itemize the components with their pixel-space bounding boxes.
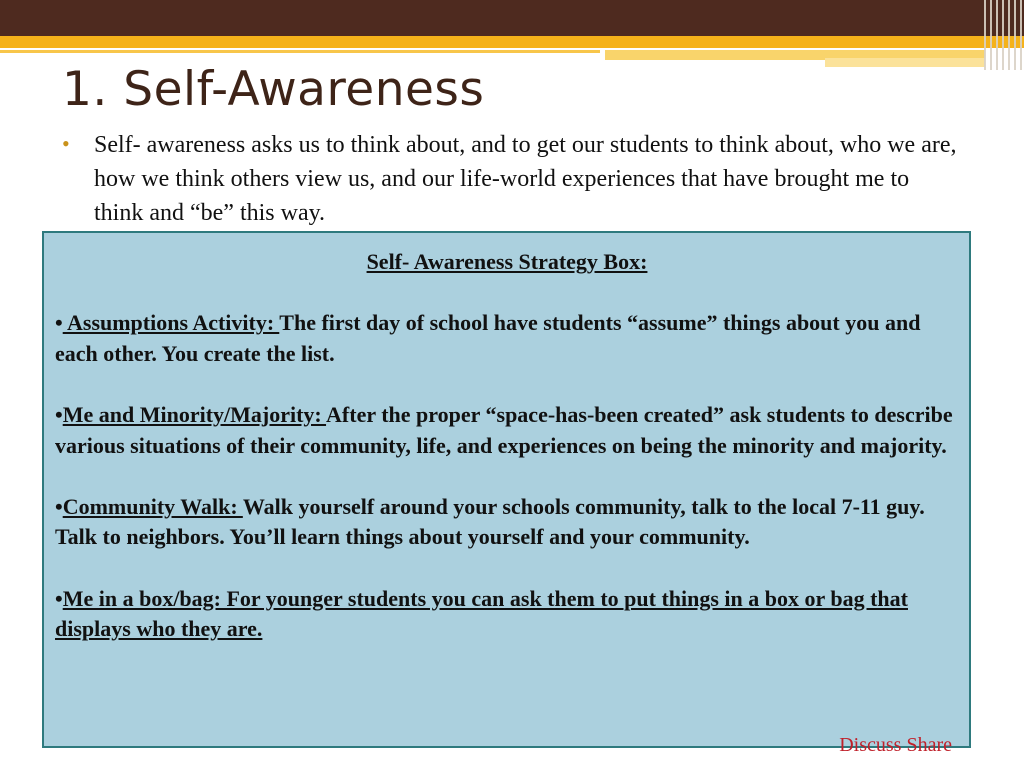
spacer [55,369,959,400]
strategy-item-text: The first day of school have students “assume” things about you and each other. You create the list. [55,310,921,366]
strategy-box-title: Self- Awareness Strategy Box: [366,249,648,274]
decorative-vertical-lines [984,0,1024,70]
discuss-share-link[interactable]: Discuss Share [839,734,952,756]
strategy-item-label: Me in a box/bag: For younger students you can ask them to put things in a box or bag that displays who they are. [55,585,908,642]
bullet-dot-icon: • [55,585,63,611]
bullet-dot-icon: • [55,401,63,427]
bullet-dot-icon: • [55,310,63,336]
strategy-item-box-bag [55,584,959,645]
strategy-item-label: Me and Minority/Majority: [62,401,327,427]
strategy-item-text: Walk yourself around your schools community, talk to the local 7-11 guy. Talk to neighbors. You’ll learn things about yourself and your community. [55,493,925,550]
strategy-item-community-walk [55,492,959,553]
bullet-dot-icon: • [55,493,63,519]
gold-accent-band [0,36,1024,48]
gold-accent-stripe-left [0,50,600,53]
bullet-dot-icon: • [62,131,70,156]
spacer [55,553,959,584]
strategy-item-assumptions [55,308,959,369]
strategy-item-text: After the proper “space-has-been created” ask students to describe various situations of their community, life, and experiences on being the minority and majority. [55,401,953,458]
spacer [55,461,959,492]
strategy-item-label: Assumptions Activity: [62,310,280,336]
strategy-item-label: Community Walk: [62,493,243,519]
slide-title: 1. Self-Awareness [62,62,485,117]
strategy-item-minority-majority [55,400,959,461]
strategy-box [42,231,971,748]
top-brown-band [0,0,1024,36]
gold-accent-stripe-right [825,58,985,67]
intro-bullet [62,128,962,230]
spacer [55,278,959,309]
intro-text: Self- awareness asks us to think about, and to get our students to think about, who we are, how we think others view us, and our life-world experiences that have brought me to think and “be” this way. [94,132,957,226]
